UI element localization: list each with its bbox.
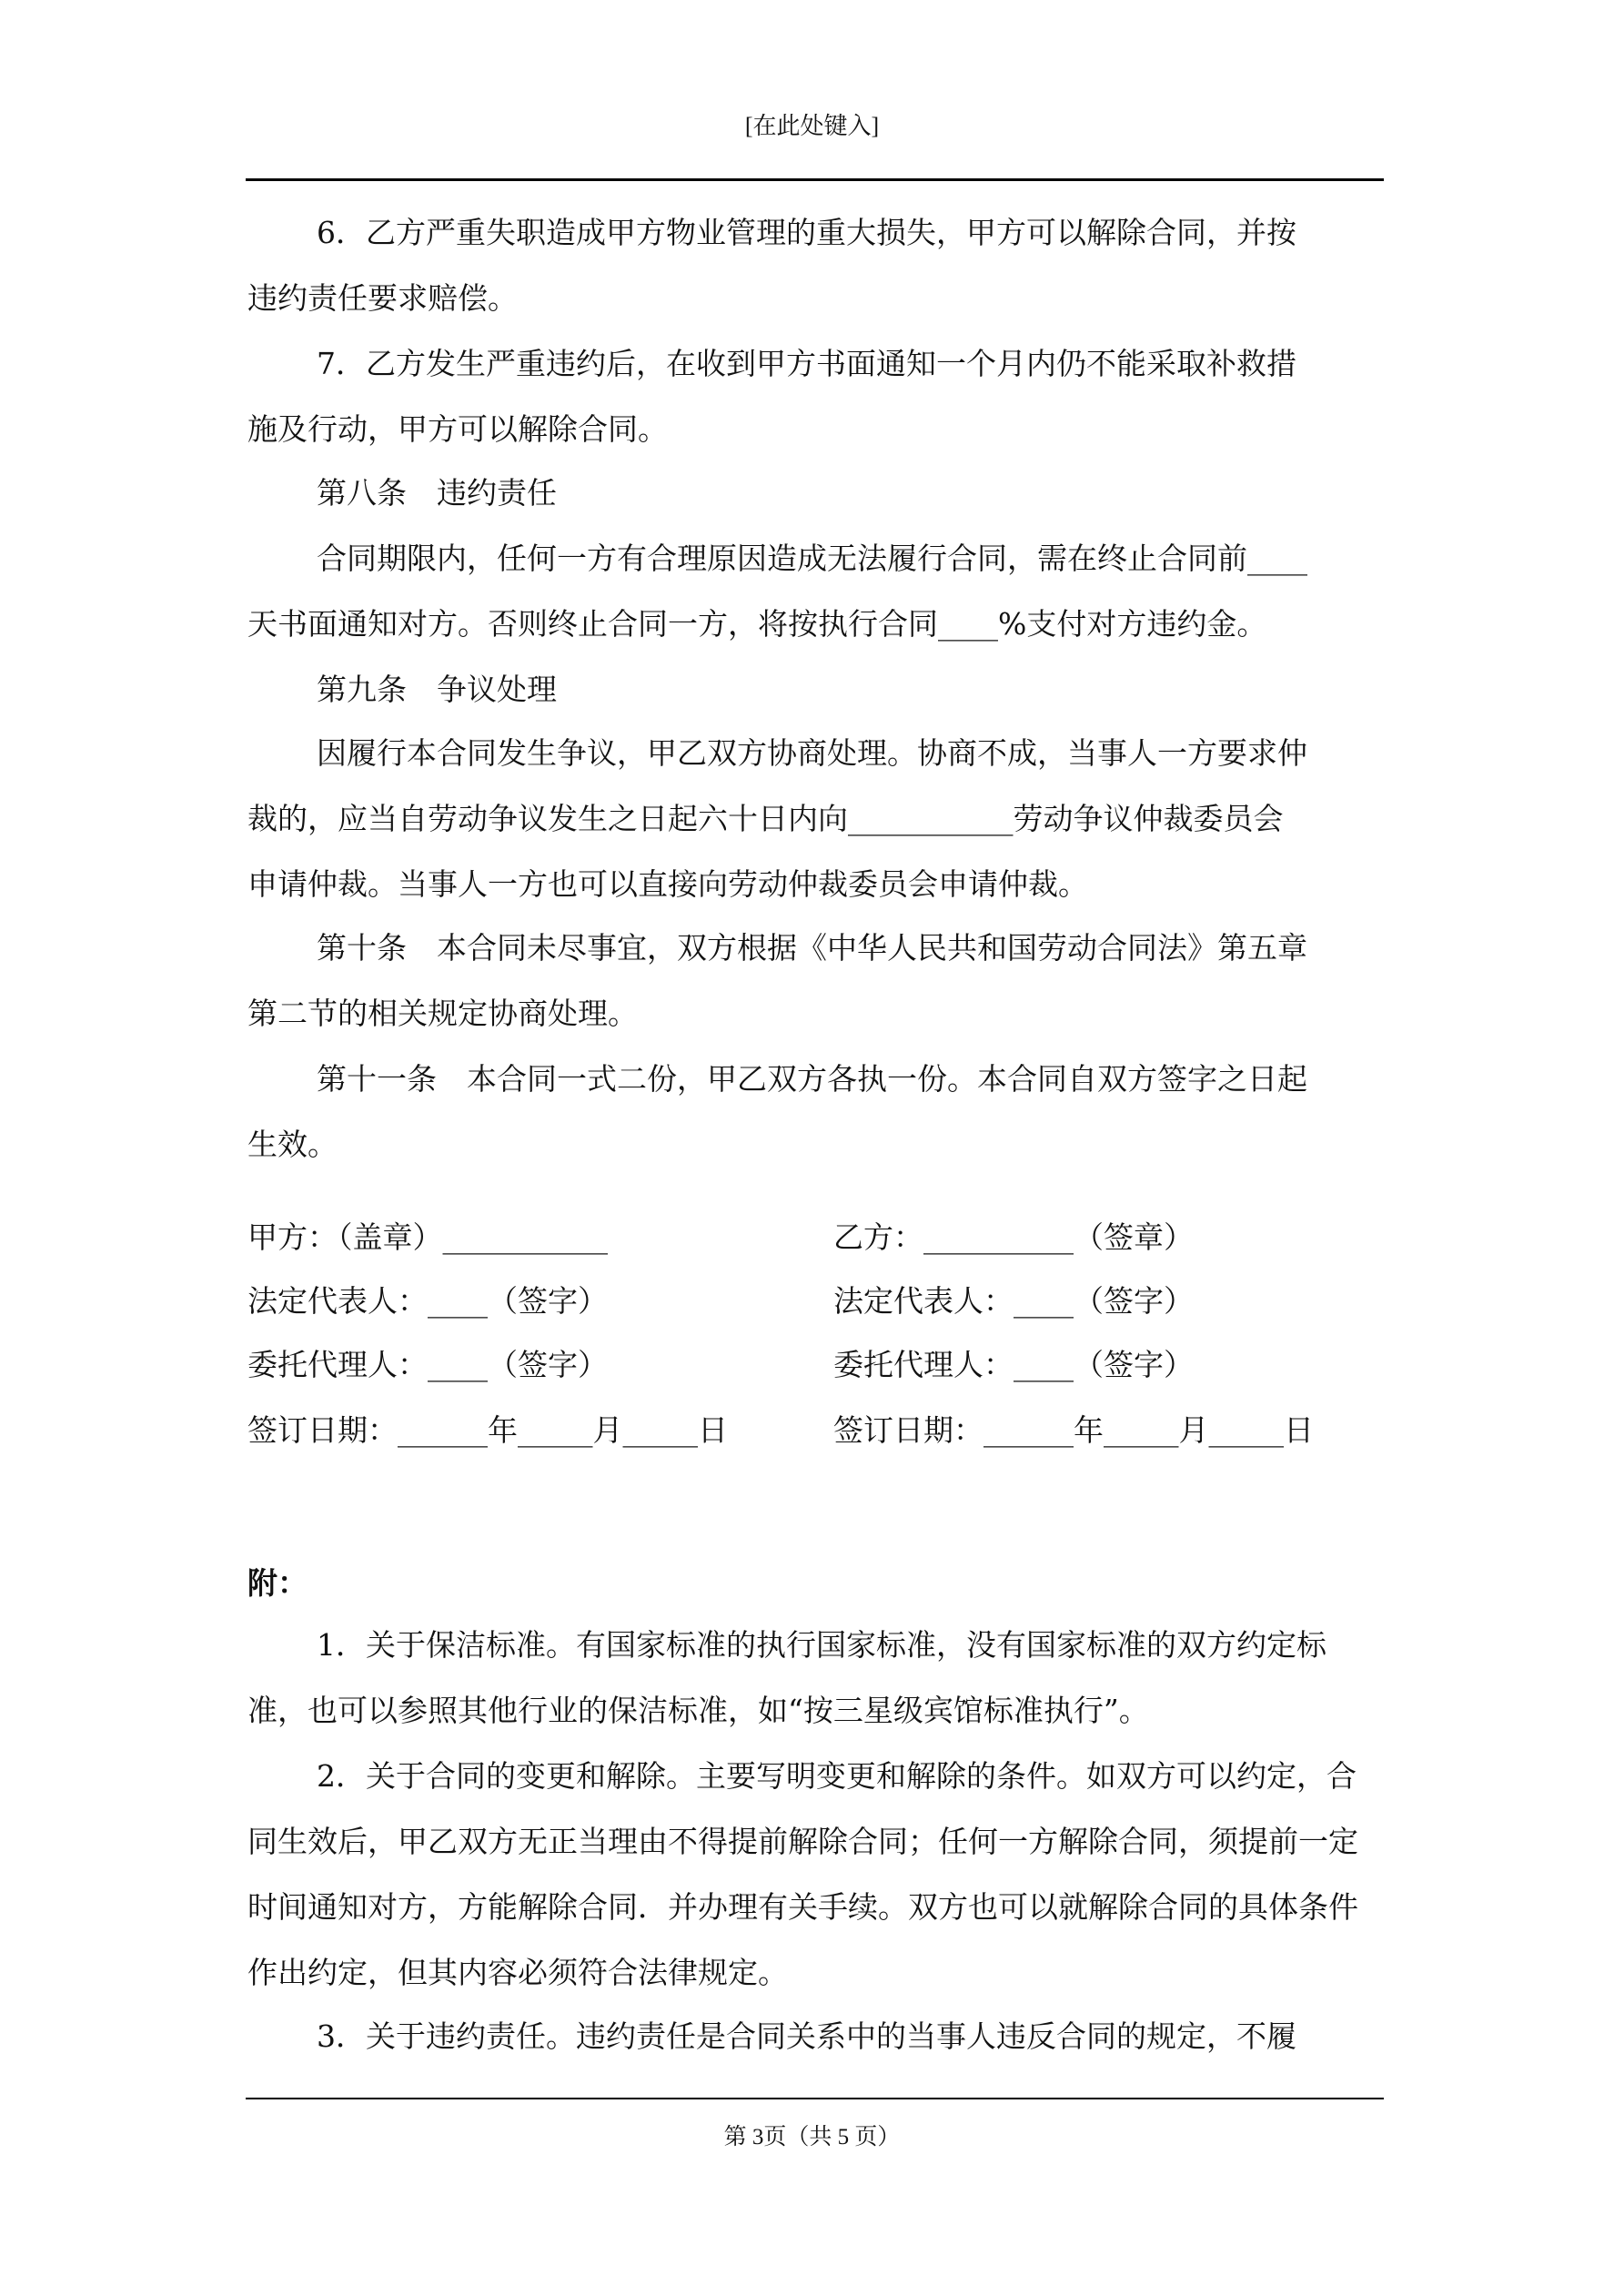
appendix-item-3: 3．关于违约责任。违约责任是合同关系中的当事人违反合同的规定，不履 xyxy=(317,2018,1296,2054)
appendix-item-2: 2．关于合同的变更和解除。主要写明变更和解除的条件。如双方可以约定，合同生效后，甲乙双方无正当理由不得提前解除合同；任何一方解除合同，须提前一定时间通知对方，方能解除合同．并办理有关手续。双方也可以就解除合同的具体条件作出约定，但其内容必须符合法律规定。 xyxy=(247,1758,1358,1990)
article-8-line-2: 天书面通知对方。否则终止合同一方，将按执行合同____%支付对方违约金。 xyxy=(247,606,1267,642)
paragraph-7-line-1: 7．乙方发生严重违约后，在收到甲方书面通知一个月内仍不能采取补救措 xyxy=(317,346,1296,381)
article-11-line-1: 第十一条 本合同一式二份，甲乙双方各执一份。本合同自双方签字之日起 xyxy=(317,1061,1307,1097)
article-9-line-2: 裁的，应当自劳动争议发生之日起六十日内向___________劳动争议仲裁委员会 xyxy=(247,801,1284,836)
party-b-legal-rep: 法定代表人：____（签字） xyxy=(833,1283,1194,1319)
appendix-title: 附： xyxy=(247,1565,308,1601)
party-a-sign-date: 签订日期：______年_____月_____日 xyxy=(247,1412,728,1448)
party-b-sign-date: 签订日期：______年_____月_____日 xyxy=(833,1412,1314,1448)
paragraph-7-line-2: 施及行动，甲方可以解除合同。 xyxy=(247,411,668,447)
party-a-agent: 委托代理人：____（签字） xyxy=(247,1347,608,1382)
paragraph-6-line-2: 违约责任要求赔偿。 xyxy=(247,280,518,316)
article-8-title: 第八条 违约责任 xyxy=(317,475,557,511)
header-rule xyxy=(246,178,1384,181)
article-10-line-2: 第二节的相关规定协商处理。 xyxy=(247,996,638,1031)
party-b-agent: 委托代理人：____（签字） xyxy=(833,1347,1194,1382)
article-9-title: 第九条 争议处理 xyxy=(317,672,557,707)
appendix-item-1: 1．关于保洁标准。有国家标准的执行国家标准，没有国家标准的双方约定标准，也可以参照其他行业的保洁标准，如“按三星级宾馆标准执行”。 xyxy=(247,1627,1326,1728)
article-8-line-1: 合同期限内，任何一方有合理原因造成无法履行合同，需在终止合同前____ xyxy=(317,541,1307,576)
paragraph-6-line-1: 6．乙方严重失职造成甲方物业管理的重大损失，甲方可以解除合同，并按 xyxy=(317,215,1296,250)
party-a-legal-rep: 法定代表人：____（签字） xyxy=(247,1283,608,1319)
page-header: [在此处键入] xyxy=(744,113,880,139)
page-number: 第 3页（共 5 页） xyxy=(723,2125,901,2149)
party-b-seal: 乙方：__________（签章） xyxy=(833,1219,1194,1255)
article-11-line-2: 生效。 xyxy=(247,1127,338,1162)
footer-rule xyxy=(246,2098,1384,2099)
party-a-seal: 甲方：（盖章）___________ xyxy=(247,1219,608,1255)
article-10-line-1: 第十条 本合同未尽事宜，双方根据《中华人民共和国劳动合同法》第五章 xyxy=(317,930,1307,966)
article-9-line-1: 因履行本合同发生争议，甲乙双方协商处理。协商不成，当事人一方要求仲 xyxy=(317,735,1307,771)
article-9-line-3: 申请仲裁。当事人一方也可以直接向劳动仲裁委员会申请仲裁。 xyxy=(247,866,1088,902)
